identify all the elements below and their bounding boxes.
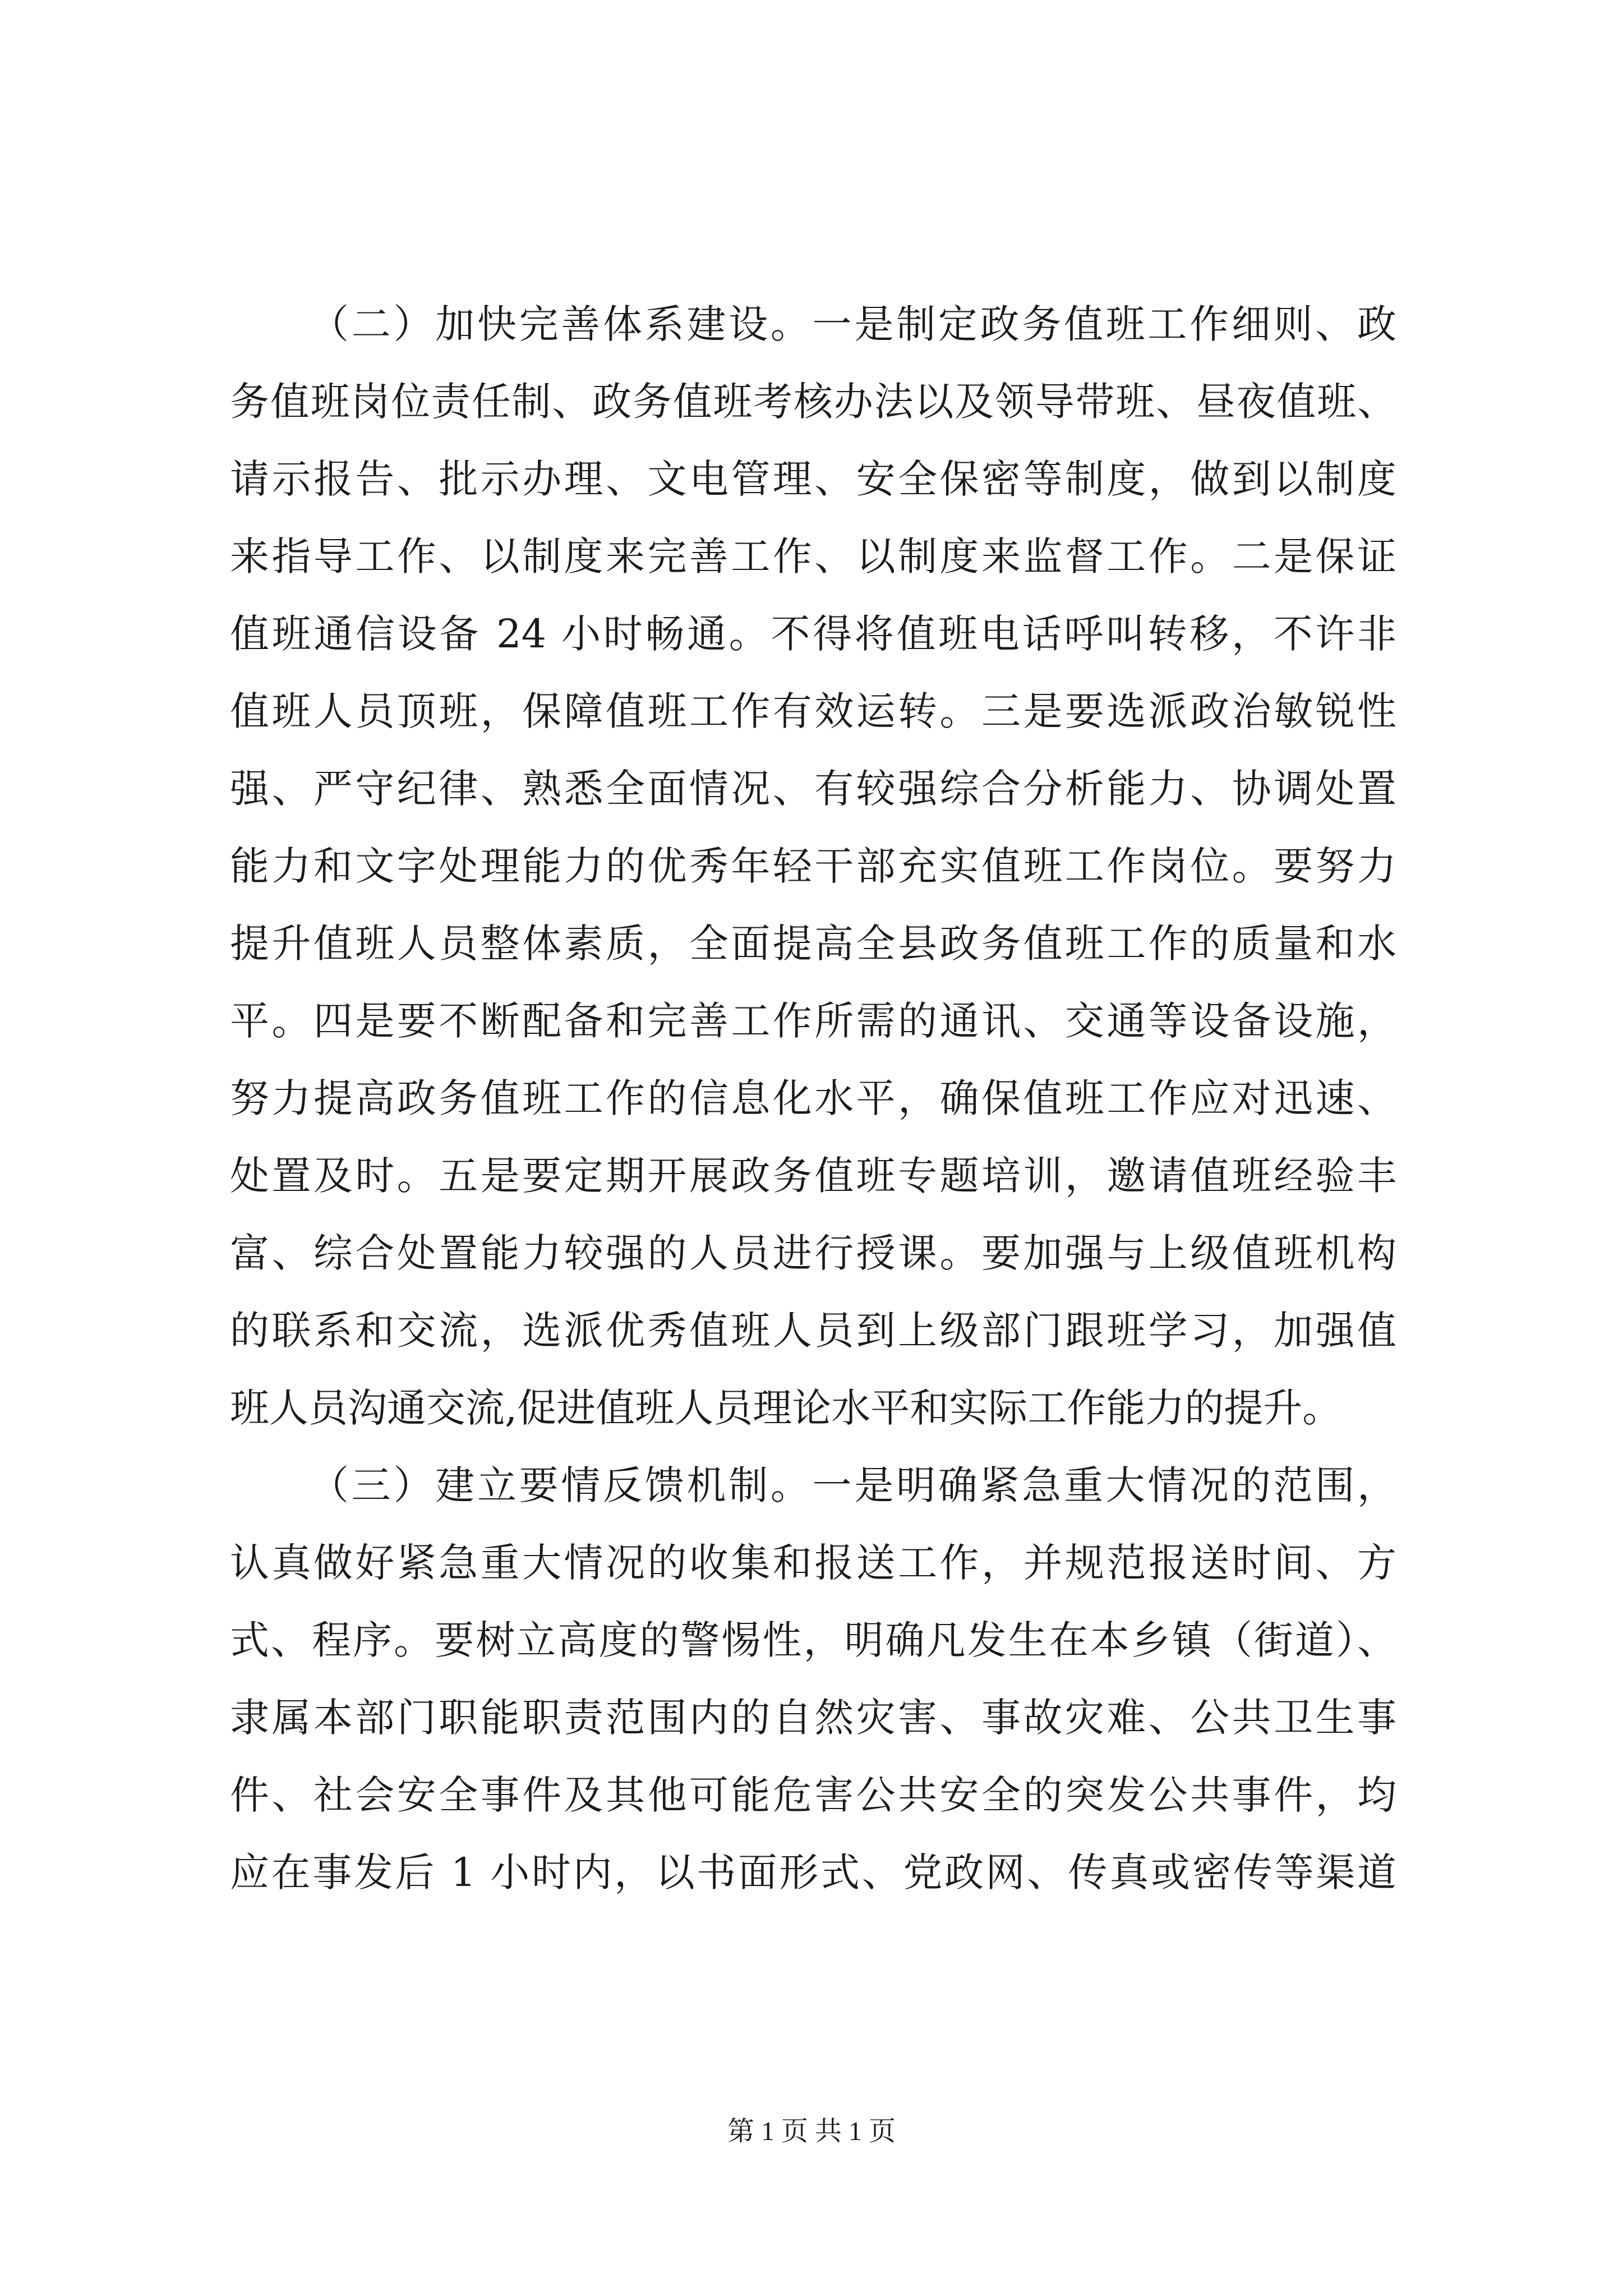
paragraph-1-line-9: 提升值班人员整体素质，全面提高全县政务值班工作的质量和水 <box>230 921 1396 967</box>
paragraph-1-line-5: 值班通信设备 24 小时畅通。不得将值班电话呼叫转移，不许非 <box>230 611 1396 657</box>
paragraph-1-line-13: 富、综合处置能力较强的人员进行授课。要加强与上级值班机构 <box>230 1230 1396 1276</box>
paragraph-1-line-11: 努力提高政务值班工作的信息化水平，确保值班工作应对迅速、 <box>230 1075 1396 1121</box>
paragraph-1-line-2: 务值班岗位责任制、政务值班考核办法以及领导带班、昼夜值班、 <box>230 379 1396 425</box>
paragraph-2-line-5: 件、社会安全事件及其他可能危害公共安全的突发公共事件，均 <box>230 1772 1396 1818</box>
paragraph-1-line-6: 值班人员顶班，保障值班工作有效运转。三是要选派政治敏锐性 <box>230 688 1396 734</box>
paragraph-1-line-7: 强、严守纪律、熟悉全面情况、有较强综合分析能力、协调处置 <box>230 766 1396 812</box>
paragraph-2-line-2: 认真做好紧急重大情况的收集和报送工作，并规范报送时间、方 <box>230 1540 1396 1586</box>
paragraph-2-line-4: 隶属本部门职能职责范围内的自然灾害、事故灾难、公共卫生事 <box>230 1695 1396 1741</box>
paragraph-1-line-14: 的联系和交流，选派优秀值班人员到上级部门跟班学习，加强值 <box>230 1308 1396 1354</box>
paragraph-1-line-12: 处置及时。五是要定期开展政务值班专题培训，邀请值班经验丰 <box>230 1153 1396 1199</box>
paragraph-1-line-4: 来指导工作、以制度来完善工作、以制度来监督工作。二是保证 <box>230 533 1396 579</box>
paragraph-2-line-6: 应在事发后 1 小时内，以书面形式、党政网、传真或密传等渠道 <box>230 1849 1396 1895</box>
paragraph-1-line-10: 平。四是要不断配备和完善工作所需的通讯、交通等设备设施， <box>230 998 1396 1044</box>
paragraph-1-line-1: （二）加快完善体系建设。一是制定政务值班工作细则、政 <box>310 301 1396 347</box>
paragraph-1-line-15: 班人员沟通交流,促进值班人员理论水平和实际工作能力的提升。 <box>230 1385 1342 1431</box>
paragraph-1-line-3: 请示报告、批示办理、文电管理、安全保密等制度，做到以制度 <box>230 456 1396 502</box>
paragraph-2-line-3: 式、程序。要树立高度的警惕性，明确凡发生在本乡镇（街道）、 <box>230 1617 1396 1663</box>
page-number-footer: 第 1 页 共 1 页 <box>727 2116 896 2146</box>
paragraph-1-line-8: 能力和文字处理能力的优秀年轻干部充实值班工作岗位。要努力 <box>230 843 1396 889</box>
paragraph-2-line-1: （三）建立要情反馈机制。一是明确紧急重大情况的范围， <box>310 1462 1396 1508</box>
